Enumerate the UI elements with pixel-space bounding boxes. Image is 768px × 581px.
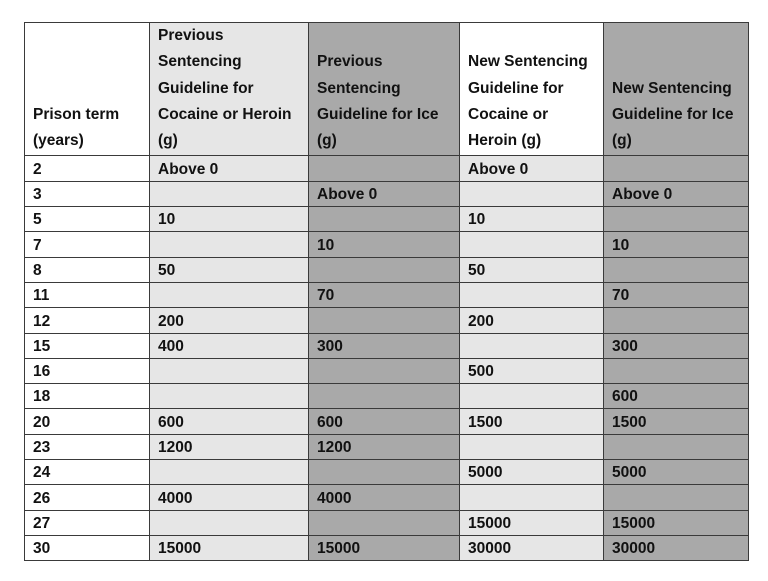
cell-previous-cocaine-heroin: 50 <box>150 257 309 282</box>
cell-prison-term: 7 <box>25 232 150 257</box>
cell-new-ice <box>604 434 749 459</box>
cell-previous-cocaine-heroin: 1200 <box>150 434 309 459</box>
cell-new-cocaine-heroin: 10 <box>460 207 604 232</box>
cell-previous-cocaine-heroin <box>150 460 309 485</box>
cell-prison-term: 20 <box>25 409 150 434</box>
cell-previous-cocaine-heroin: 15000 <box>150 535 309 560</box>
table-row <box>25 232 749 257</box>
cell-new-ice <box>604 358 749 383</box>
cell-previous-cocaine-heroin: 4000 <box>150 485 309 510</box>
cell-previous-cocaine-heroin <box>150 181 309 206</box>
cell-previous-ice: 300 <box>309 333 460 358</box>
cell-previous-ice: Above 0 <box>309 181 460 206</box>
cell-previous-ice: 1200 <box>309 434 460 459</box>
table-row <box>25 181 749 206</box>
cell-prison-term: 12 <box>25 308 150 333</box>
cell-new-cocaine-heroin <box>460 384 604 409</box>
cell-previous-ice <box>309 308 460 333</box>
cell-new-cocaine-heroin: 1500 <box>460 409 604 434</box>
cell-new-cocaine-heroin <box>460 485 604 510</box>
table-row <box>25 257 749 282</box>
cell-previous-ice <box>309 510 460 535</box>
cell-new-cocaine-heroin: 500 <box>460 358 604 383</box>
cell-previous-ice: 600 <box>309 409 460 434</box>
cell-previous-cocaine-heroin: 600 <box>150 409 309 434</box>
cell-new-cocaine-heroin <box>460 232 604 257</box>
table-row <box>25 384 749 409</box>
cell-new-ice: Above 0 <box>604 181 749 206</box>
cell-prison-term: 5 <box>25 207 150 232</box>
sentencing-guideline-table <box>24 22 749 561</box>
cell-previous-cocaine-heroin: 10 <box>150 207 309 232</box>
table-row <box>25 156 749 181</box>
table-row <box>25 460 749 485</box>
cell-new-ice <box>604 485 749 510</box>
cell-new-cocaine-heroin: 30000 <box>460 535 604 560</box>
cell-prison-term: 11 <box>25 282 150 307</box>
cell-previous-ice: 4000 <box>309 485 460 510</box>
cell-prison-term: 15 <box>25 333 150 358</box>
cell-new-cocaine-heroin <box>460 434 604 459</box>
cell-previous-ice <box>309 207 460 232</box>
table-row <box>25 510 749 535</box>
table-body <box>25 156 749 561</box>
cell-previous-cocaine-heroin <box>150 510 309 535</box>
cell-previous-cocaine-heroin <box>150 232 309 257</box>
table-row <box>25 485 749 510</box>
table-row <box>25 207 749 232</box>
cell-new-cocaine-heroin: 5000 <box>460 460 604 485</box>
header-prison-term: Prison term (years) <box>25 23 150 156</box>
cell-previous-cocaine-heroin <box>150 358 309 383</box>
cell-previous-cocaine-heroin: 400 <box>150 333 309 358</box>
table-row <box>25 358 749 383</box>
cell-new-ice <box>604 207 749 232</box>
cell-new-cocaine-heroin <box>460 333 604 358</box>
cell-prison-term: 18 <box>25 384 150 409</box>
table-row <box>25 308 749 333</box>
cell-previous-ice: 10 <box>309 232 460 257</box>
cell-new-ice: 300 <box>604 333 749 358</box>
cell-previous-cocaine-heroin: Above 0 <box>150 156 309 181</box>
cell-previous-cocaine-heroin <box>150 384 309 409</box>
cell-new-cocaine-heroin: 200 <box>460 308 604 333</box>
cell-prison-term: 30 <box>25 535 150 560</box>
cell-previous-ice <box>309 156 460 181</box>
cell-prison-term: 24 <box>25 460 150 485</box>
cell-previous-ice <box>309 384 460 409</box>
cell-prison-term: 3 <box>25 181 150 206</box>
table-row <box>25 333 749 358</box>
cell-new-ice <box>604 308 749 333</box>
cell-new-ice: 15000 <box>604 510 749 535</box>
cell-prison-term: 26 <box>25 485 150 510</box>
cell-prison-term: 16 <box>25 358 150 383</box>
table-row <box>25 434 749 459</box>
cell-previous-ice <box>309 358 460 383</box>
cell-new-cocaine-heroin: Above 0 <box>460 156 604 181</box>
cell-new-ice: 70 <box>604 282 749 307</box>
table-row <box>25 282 749 307</box>
cell-new-cocaine-heroin <box>460 282 604 307</box>
cell-new-ice: 10 <box>604 232 749 257</box>
cell-new-cocaine-heroin <box>460 181 604 206</box>
cell-new-ice: 600 <box>604 384 749 409</box>
cell-previous-ice <box>309 257 460 282</box>
header-previous-cocaine-heroin: Previous Sentencing Guideline for Cocaine or Heroin (g) <box>150 23 309 156</box>
cell-new-ice <box>604 156 749 181</box>
cell-prison-term: 27 <box>25 510 150 535</box>
cell-new-ice: 30000 <box>604 535 749 560</box>
cell-previous-ice: 15000 <box>309 535 460 560</box>
cell-new-ice: 1500 <box>604 409 749 434</box>
cell-previous-ice <box>309 460 460 485</box>
cell-previous-cocaine-heroin: 200 <box>150 308 309 333</box>
cell-prison-term: 8 <box>25 257 150 282</box>
cell-new-cocaine-heroin: 50 <box>460 257 604 282</box>
cell-previous-ice: 70 <box>309 282 460 307</box>
cell-new-ice: 5000 <box>604 460 749 485</box>
header-previous-ice: Previous Sentencing Guideline for Ice (g) <box>309 23 460 156</box>
header-new-ice: New Sentencing Guideline for Ice (g) <box>604 23 749 156</box>
cell-new-cocaine-heroin: 15000 <box>460 510 604 535</box>
header-new-cocaine-heroin: New Sentencing Guideline for Cocaine or Heroin (g) <box>460 23 604 156</box>
cell-prison-term: 2 <box>25 156 150 181</box>
cell-prison-term: 23 <box>25 434 150 459</box>
header-row <box>25 23 749 156</box>
table-row <box>25 535 749 560</box>
cell-previous-cocaine-heroin <box>150 282 309 307</box>
table-row <box>25 409 749 434</box>
cell-new-ice <box>604 257 749 282</box>
